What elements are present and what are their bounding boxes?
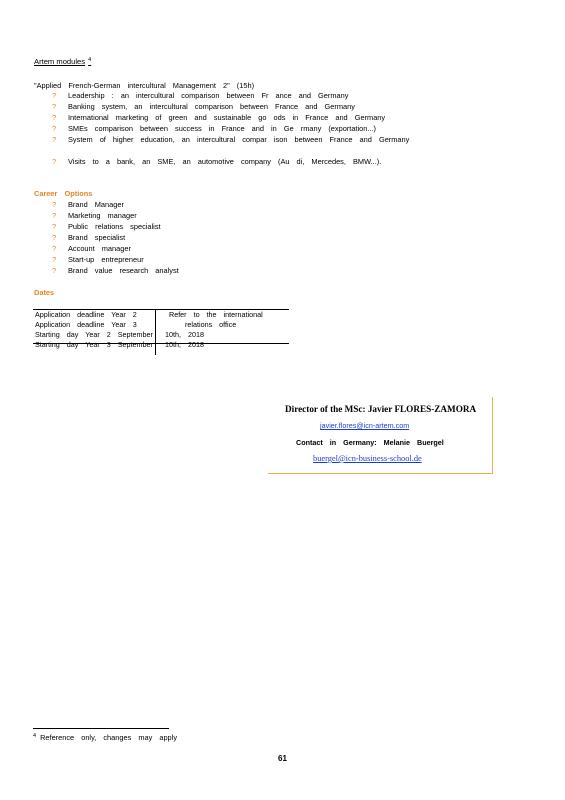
- table-row: [33, 330, 265, 340]
- module-intro: "Applied French-German intercultural Management 2" (15h): [34, 81, 255, 90]
- module-item-text: System of higher education, an intercultural compar ison between France and Germany: [68, 135, 410, 144]
- footnote-mark: 4: [33, 733, 37, 739]
- bullet-icon: ?: [52, 233, 57, 242]
- dates-table: [33, 310, 265, 350]
- date-label: Starting day Year 2 September: [35, 330, 153, 339]
- bullet-icon: ?: [52, 91, 57, 100]
- career-heading: Career Options: [34, 189, 93, 198]
- date-value: Refer to the international: [169, 310, 263, 319]
- bullet-icon: ?: [52, 211, 57, 220]
- date-label: Starting day Year 3 September: [35, 340, 153, 349]
- bullet-icon: ?: [52, 113, 57, 122]
- bullet-icon: ?: [52, 124, 57, 133]
- table-row: [33, 320, 265, 330]
- bullet-icon: ?: [52, 102, 57, 111]
- modules-title: [34, 57, 91, 66]
- career-item-text: Brand Manager: [68, 200, 124, 209]
- footnote: [33, 733, 177, 742]
- modules-title-text: Artem modules: [34, 57, 86, 66]
- date-value: 10th, 2018: [165, 340, 204, 349]
- module-item-text: Visits to a bank, an SME, an automotive company (Au di, Mercedes, BMW...).: [68, 157, 382, 166]
- module-item-text: International marketing of green and sustainable go ods in France and Germany: [68, 113, 386, 122]
- date-label: Application deadline Year 2: [35, 310, 137, 319]
- bullet-icon: ?: [52, 200, 57, 209]
- contact-germany: Contact in Germany: Melanie Buergel: [296, 438, 444, 447]
- date-value: relations office: [185, 320, 237, 329]
- table-row: [33, 340, 265, 350]
- module-item-text: Leadership : an intercultural comparison between Fr ance and Germany: [68, 91, 349, 100]
- bullet-icon: ?: [52, 135, 57, 144]
- career-item-text: Start-up entrepreneur: [68, 255, 144, 264]
- page-number: 61: [278, 754, 287, 763]
- table-row: [33, 310, 265, 320]
- career-item-text: Brand specialist: [68, 233, 126, 242]
- module-item-text: SMEs comparison between success in France and in Ge rmany (exportation...): [68, 124, 376, 133]
- date-value: 10th, 2018: [165, 330, 204, 339]
- career-item-text: Public relations specialist: [68, 222, 161, 231]
- dates-heading: Dates: [34, 288, 55, 297]
- module-item-text: Banking system, an intercultural comparison between France and Germany: [68, 102, 355, 111]
- bullet-icon: ?: [52, 255, 57, 264]
- bullet-icon: ?: [52, 244, 57, 253]
- bullet-icon: ?: [52, 222, 57, 231]
- career-item-text: Account manager: [68, 244, 131, 253]
- date-label: Application deadline Year 3: [35, 320, 137, 329]
- bullet-icon: ?: [52, 157, 57, 166]
- director-title: Director of the MSc: Javier FLORES-ZAMORA: [285, 404, 477, 414]
- footnote-rule: [33, 728, 169, 729]
- bullet-icon: ?: [52, 266, 57, 275]
- contact-email-link[interactable]: buergel@icn-business-school.de: [313, 454, 422, 463]
- footnote-ref: 4: [88, 57, 92, 63]
- footnote-text: Reference only, changes may apply: [40, 733, 178, 742]
- career-item-text: Brand value research analyst: [68, 266, 179, 275]
- director-email-link[interactable]: javier.flores@icn-artem.com: [320, 421, 410, 430]
- career-item-text: Marketing manager: [68, 211, 137, 220]
